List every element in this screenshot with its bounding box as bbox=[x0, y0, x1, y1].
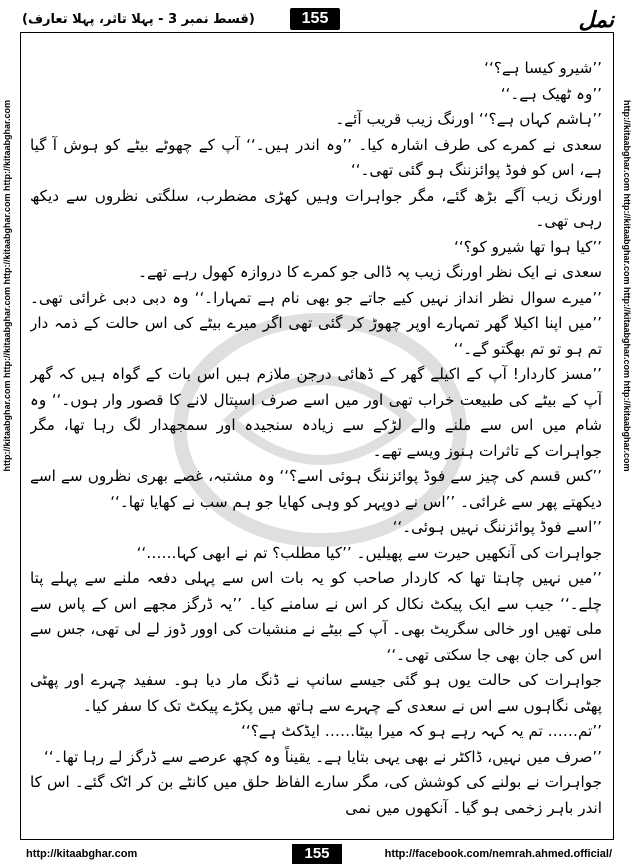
page-footer bbox=[0, 842, 634, 866]
paragraph: سعدی نے کمرے کی طرف اشارہ کیا۔ ’’وہ اندر ہیں۔‘‘ آپ کے چھوٹے بیٹے کو ہوش آ گیا ہے، اس کو فوڈ پوائزننگ ہو گئی تھی۔‘‘ bbox=[30, 135, 602, 179]
story-text bbox=[30, 56, 602, 826]
book-logo: نمل bbox=[578, 7, 614, 33]
paragraph: ’’صرف میں نہیں، ڈاکٹر نے بھی یہی بتایا ہے۔ یقیناً وہ کچھ عرصے سے ڈرگز لے رہا تھا۔‘‘ bbox=[43, 747, 602, 766]
paragraph: اورنگ زیب آگے بڑھ گئے، مگر جواہرات وہیں کھڑی مضطرب، سلگتی نظروں سے دیکھ رہی تھی۔ bbox=[30, 186, 602, 230]
footer-site-link[interactable]: http://kitaabghar.com bbox=[26, 848, 138, 860]
page-header bbox=[0, 4, 634, 34]
paragraph: جواہرات کی آنکھیں حیرت سے پھیلیں۔ ’’کیا مطلب؟ تم نے ابھی کہا……‘‘ bbox=[136, 543, 602, 562]
paragraph: ’’ہاشم کہاں ہے؟‘‘ اورنگ زیب قریب آئے۔ bbox=[335, 110, 602, 128]
chapter-title: (قسط نمبر 3 - پہلا تاثر، پہلا تعارف) bbox=[22, 12, 255, 27]
paragraph: سعدی نے ایک نظر اورنگ زیب پہ ڈالی جو کمرے کا دروازہ کھول رہے تھے۔ bbox=[138, 263, 602, 281]
paragraph: ’’شیرو کیسا ہے؟‘‘ bbox=[484, 59, 602, 77]
paragraph: ’’میرے سوال نظر انداز نہیں کیے جاتے جو بھی نام ہے تمہارا۔‘‘ وہ دبی دبی غرائی تھی۔ ’’میں اپنا اکیلا گھر تمہارے اوپر چھوڑ کر گئی تھی اگر میرے بیٹے کی اس حالت کے ذمہ دار تم ہو تو تم بھگتو گے۔‘‘ bbox=[30, 288, 602, 358]
paragraph: ’’کیا ہوا تھا شیرو کو؟‘‘ bbox=[453, 237, 602, 256]
paragraph: ’’کس قسم کی چیز سے فوڈ پوائزننگ ہوئی اسے؟‘‘ وہ مشتبہ، غصے بھری نظروں سے اسے دیکھتے پھر سے غرائی۔ ’’اس نے دوپہر کو وہی کھایا جو ہم سب نے کھایا تھا۔‘‘ bbox=[30, 467, 602, 511]
paragraph: جواہرات نے بولنے کی کوشش کی، مگر سارے الفاظ حلق میں کانٹے بن کر اٹک گئے۔ اس کا اندر باہر زخمی ہو گیا۔ آنکھوں میں نمی bbox=[30, 773, 602, 817]
paragraph: ’’وہ ٹھیک ہے۔‘‘ bbox=[500, 84, 602, 103]
footer-facebook-link[interactable]: http://facebook.com/nemrah.ahmed.official/ bbox=[384, 848, 612, 860]
side-url-right[interactable]: http://kitaabghar.com http://kitaabghar.com http://kitaabghar.com http://kitaabghar.com bbox=[622, 100, 632, 472]
paragraph: جواہرات کی حالت یوں ہو گئی جیسے سانپ نے ڈنگ مار دیا ہو۔ سفید چہرے اور پھٹی پھٹی نگاہوں سے اس نے سعدی کے چہرے سے ہاتھ میں پکڑے پیکٹ تک کا سفر کیا۔ bbox=[30, 671, 602, 715]
side-url-left[interactable]: http://kitaabghar.com http://kitaabghar.com http://kitaabghar.com http://kitaabghar.com bbox=[2, 100, 12, 472]
paragraph: ’’اسے فوڈ پوائزننگ نہیں ہوئی۔‘‘ bbox=[392, 518, 602, 536]
paragraph: ’’میں نہیں چاہتا تھا کہ کاردار صاحب کو یہ بات اس سے پہلی دفعہ ملنے سے پہلے پتا چلے۔‘‘ جیب سے ایک پیکٹ نکال کر اس نے سامنے کیا۔ ’’یہ ڈرگز مجھے اس کے پاس سے ملی تھیں اور خالی سگریٹ بھی۔ آپ کے بیٹے نے منشیات کی اوور ڈوز لے لی تھی، جس سے اس کی جان بھی جا سکتی تھی۔‘‘ bbox=[30, 569, 602, 664]
header-page-number: 155 bbox=[290, 8, 340, 30]
footer-page-number: 155 bbox=[292, 844, 342, 864]
paragraph: ’’مسز کاردار! آپ کے اکیلے گھر کے ڈھائی درجن ملازم ہیں اس بات کے گواہ ہیں کہ گھر آپ کے بیٹے کی طبیعت خراب تھی اور میں اسے صرف اسپتال لانے کا قصور وار ہوں۔‘‘ وہ شام میں اس سے ملنے والے لڑکے سے زیادہ سنجیدہ اور سمجھدار لگ رہا تھا، مگر جواہرات کے تاثرات ہنوز ویسے تھے۔ bbox=[30, 365, 602, 460]
paragraph: ’’تم…… تم یہ کہہ رہے ہو کہ میرا بیٹا…… ایڈکٹ ہے؟‘‘ bbox=[241, 722, 602, 740]
